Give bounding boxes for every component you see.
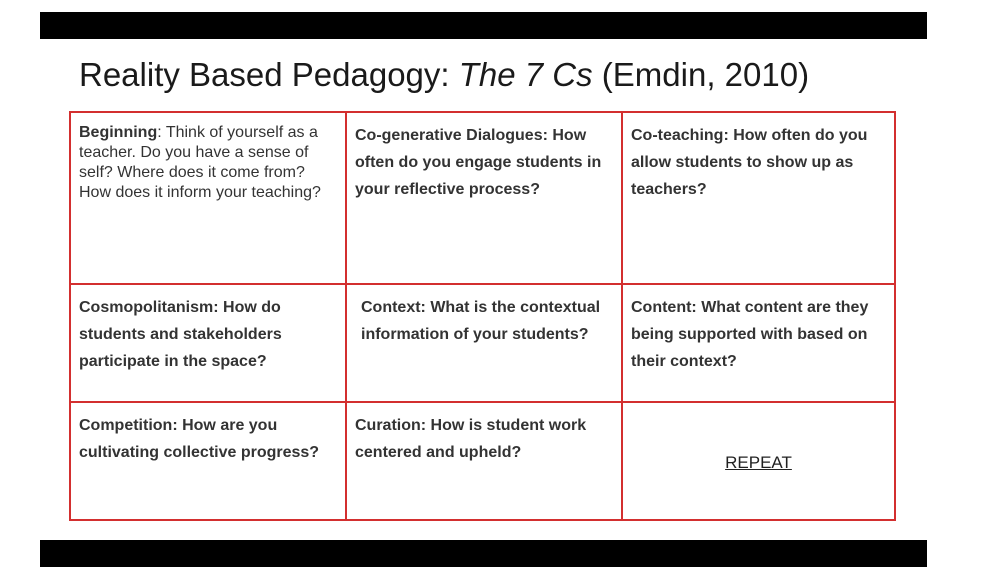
cell-competition xyxy=(71,403,347,519)
cell-text: Cosmopolitanism: How do students and stakeholders participate in the space? xyxy=(79,299,282,370)
cell-text: Co-generative Dialogues: How often do you engage students in your reflective process? xyxy=(355,127,602,198)
cell-text: Context: What is the contextual information of your students? xyxy=(361,299,601,343)
cell-beginning xyxy=(71,113,347,285)
cell-text: Co-teaching: How often do you allow students to show up as teachers? xyxy=(631,127,868,198)
cell-heading: Beginning xyxy=(79,124,158,141)
cell-text: : Think of yourself as a teacher. Do you have a sense of self? Where does it come from? How does it inform your teaching? xyxy=(79,124,321,201)
top-black-bar xyxy=(40,12,927,39)
title-prefix: Reality Based Pedagogy: xyxy=(79,56,459,93)
cell-text: Content: What content are they being supported with based on their context? xyxy=(631,299,869,370)
cell-context xyxy=(347,285,623,403)
title-italic: The 7 Cs xyxy=(458,56,593,93)
cell-cosmopolitanism xyxy=(71,285,347,403)
cell-text: Curation: How is student work centered and upheld? xyxy=(355,417,587,461)
title-suffix: (Emdin, 2010) xyxy=(592,56,810,93)
cell-content xyxy=(623,285,894,403)
seven-cs-table xyxy=(69,111,896,521)
cell-curation xyxy=(347,403,623,519)
bottom-black-bar xyxy=(40,540,927,567)
slide-title xyxy=(79,56,809,94)
cell-co-generative-dialogues xyxy=(347,113,623,285)
repeat-label: REPEAT xyxy=(725,453,792,472)
cell-co-teaching xyxy=(623,113,894,285)
cell-repeat xyxy=(623,403,894,519)
cell-text: Competition: How are you cultivating collective progress? xyxy=(79,417,320,461)
